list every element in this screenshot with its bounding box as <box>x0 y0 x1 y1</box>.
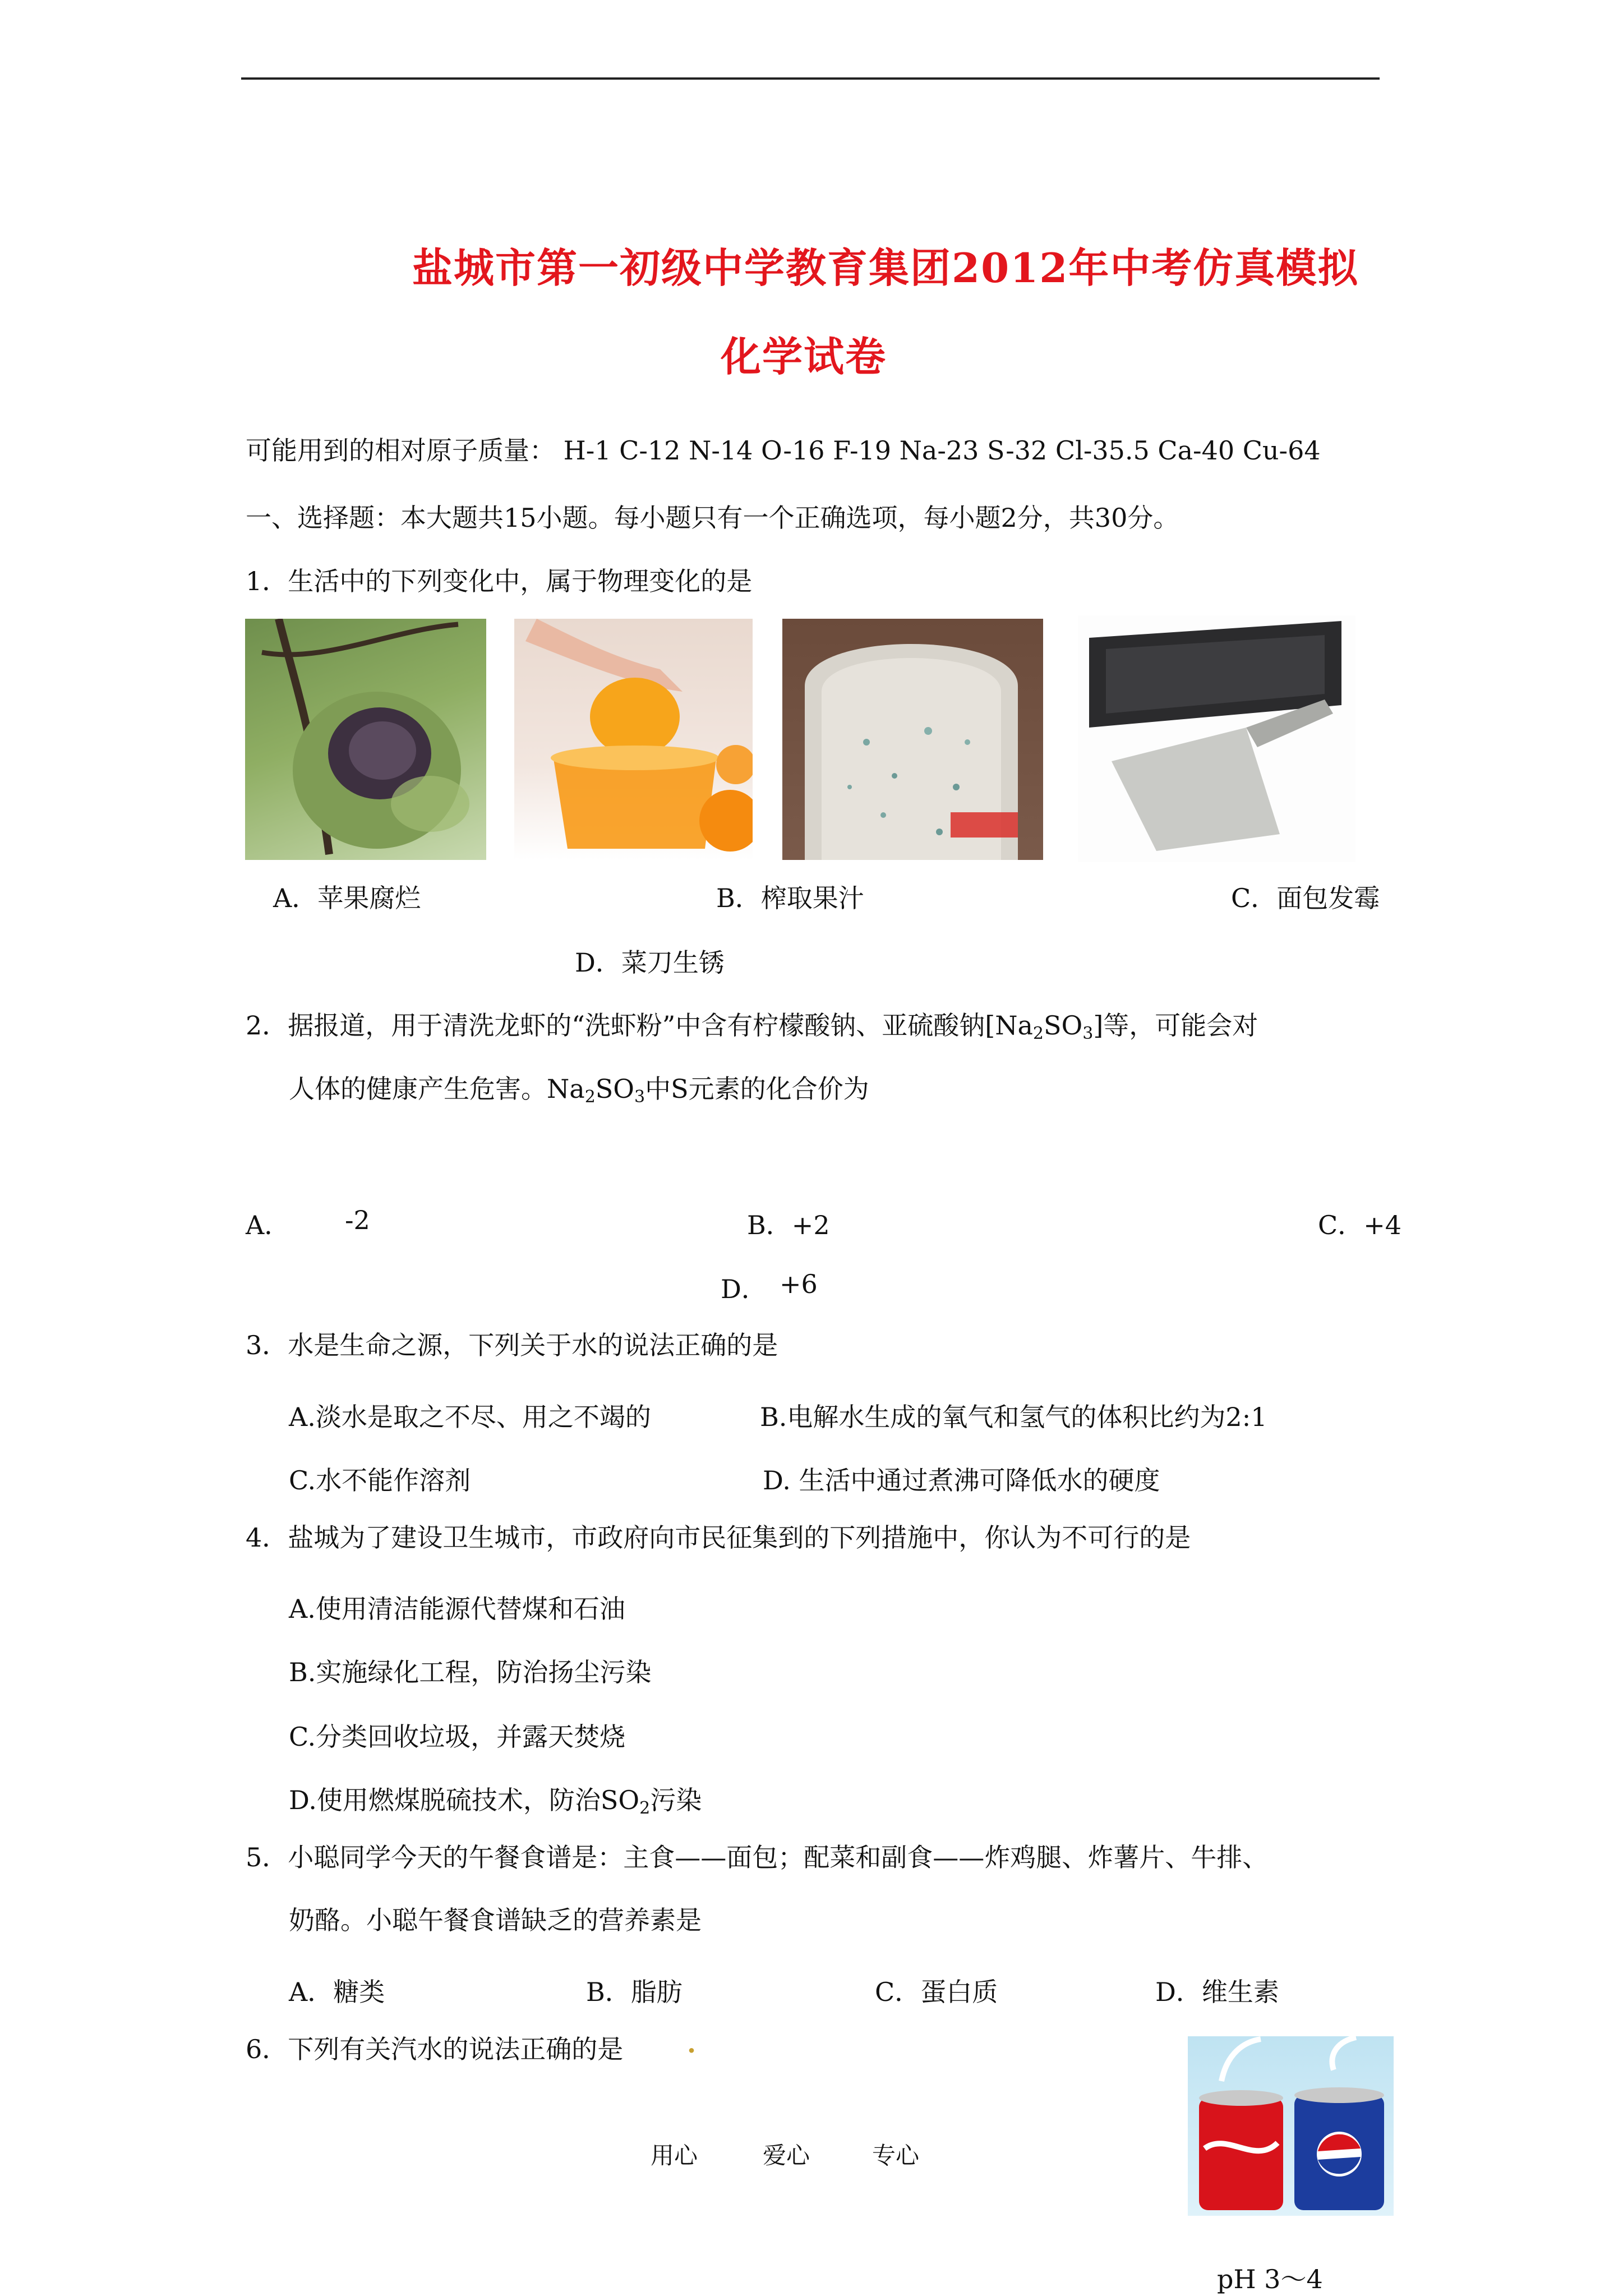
moldy-bread-photo <box>782 619 1043 860</box>
q1-stem: 1．生活中的下列变化中，属于物理变化的是 <box>246 566 753 596</box>
header-rule <box>241 77 1380 80</box>
q4-option-a: A.使用清洁能源代替煤和石油 <box>289 1594 625 1624</box>
q2-option-a-letter: A． <box>246 1210 291 1240</box>
q4-option-d: D.使用燃煤脱硫技术，防治$SO_2$污染 <box>289 1785 702 1818</box>
q5-option-b: B．脂肪 <box>586 1977 683 2007</box>
q5-stem-line1: 5．小聪同学今天的午餐食谱是：主食——面包；配菜和副食——炸鸡腿、炸薯片、牛排、 <box>246 1842 1269 1872</box>
q3-option-c: C.水不能作溶剂 <box>289 1465 471 1496</box>
q2-option-c: C．+4 <box>1318 1210 1402 1240</box>
q5-option-c: C．蛋白质 <box>875 1977 998 2007</box>
footer-text-1: 用心 <box>651 2142 698 2169</box>
q3-option-b: B.电解水生成的氧气和氢气的体积比约为2:1 <box>760 1402 1267 1432</box>
q5-stem-line2: 奶酪。小聪午餐食谱缺乏的营养素是 <box>289 1905 702 1935</box>
soda-cans-photo <box>1188 2036 1394 2216</box>
q2-option-d-value: +6 <box>780 1269 818 1299</box>
q1-option-d: D．菜刀生锈 <box>575 947 725 978</box>
orange-juice-photo <box>514 619 753 860</box>
q1-option-c: C．面包发霉 <box>1231 883 1380 913</box>
q3-option-a: A.淡水是取之不尽、用之不竭的 <box>289 1402 651 1432</box>
q4-option-c: C.分类回收垃圾，并露天焚烧 <box>289 1722 626 1752</box>
atomic-masses: 可能用到的相对原子质量： H-1 C-12 N-14 O-16 F-19 Na-23 S-32 Cl-35.5 Ca-40 Cu-64 <box>246 435 1321 466</box>
rotting-apple-photo <box>245 619 486 860</box>
q1-option-a: A．苹果腐烂 <box>273 883 421 913</box>
footer-text-3: 专心 <box>872 2142 920 2169</box>
kitchen-knife-photo <box>1078 615 1355 862</box>
section-heading: 一、选择题：本大题共15小题。每小题只有一个正确选项，每小题2分，共30分。 <box>246 503 1179 533</box>
q2-option-a-value: -2 <box>345 1205 370 1235</box>
q2-stem-line1: 2．据报道，用于清洗龙虾的“洗虾粉”中含有柠檬酸钠、亚硫酸钠$[Na_2SO_3]$等，可能会对 <box>246 1010 1258 1043</box>
q3-stem: 3．水是生命之源，下列关于水的说法正确的是 <box>246 1330 778 1360</box>
q4-option-b: B.实施绿化工程，防治扬尘污染 <box>289 1657 652 1687</box>
exam-title: 盐城市第一初级中学教育集团2012年中考仿真模拟 <box>412 244 1359 292</box>
q3-option-d: D. 生活中通过煮沸可降低水的硬度 <box>763 1465 1160 1496</box>
q5-option-a: A．糖类 <box>289 1977 385 2007</box>
q2-stem-line2: 人体的健康产生危害。$Na_2SO_3$中S元素的化合价为 <box>289 1074 869 1107</box>
cans-ph-label: pH 3～4 <box>1217 2264 1323 2294</box>
q2-option-b: B．+2 <box>747 1210 830 1240</box>
q6-dot: . <box>687 2028 697 2059</box>
q5-option-d: D．维生素 <box>1155 1977 1279 2007</box>
q6-stem: 6．下列有关汽水的说法正确的是 <box>246 2034 624 2064</box>
q4-stem: 4．盐城为了建设卫生城市，市政府向市民征集到的下列措施中，你认为不可行的是 <box>246 1522 1191 1553</box>
q1-option-b: B．榨取果汁 <box>716 883 864 913</box>
exam-subtitle: 化学试卷 <box>721 333 887 380</box>
q2-option-d-letter: D． <box>721 1274 767 1304</box>
footer-text-2: 爱心 <box>763 2142 810 2169</box>
